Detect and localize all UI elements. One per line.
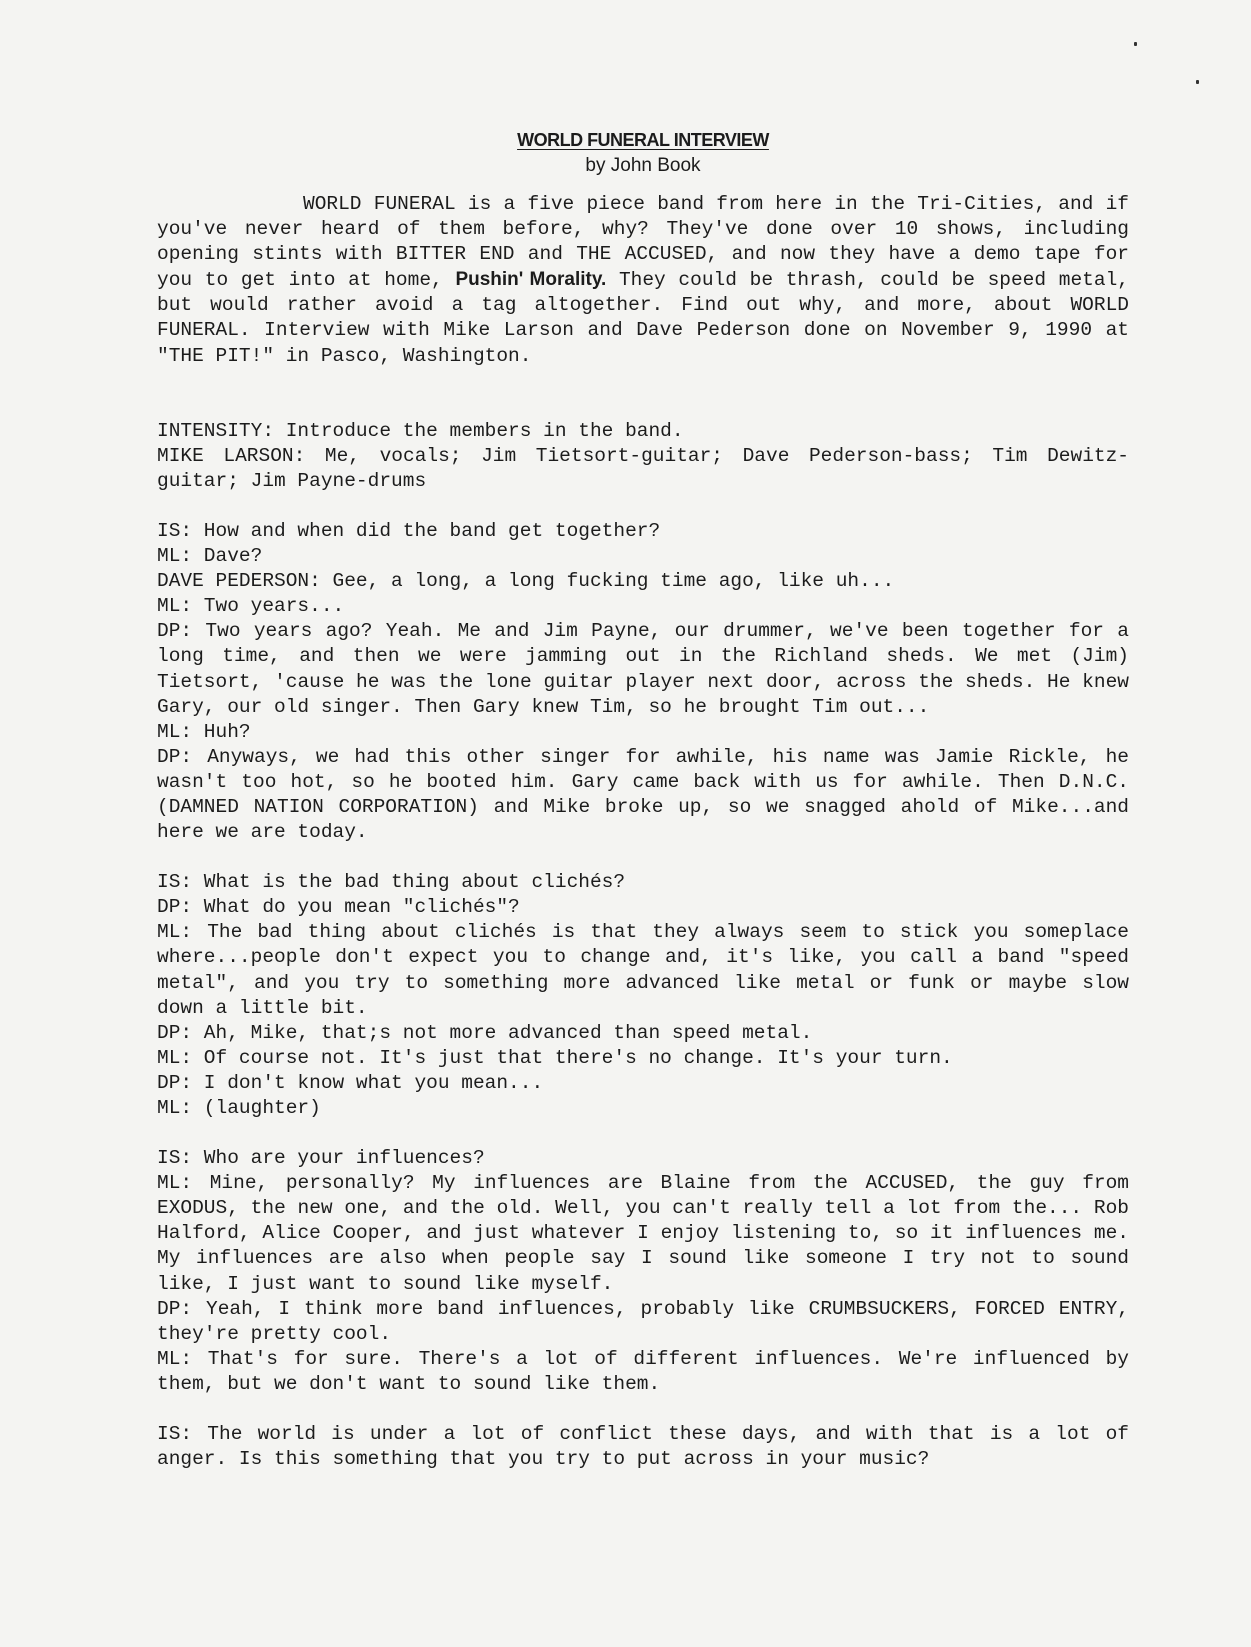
interview-line: DP: I don't know what you mean... [157, 1071, 544, 1094]
intro-text-part1: WORLD FUNERAL is a five piece band from here in the Tri-Cities, and if you've never heard of them before, why? They've done over 10 shows, including opening stints with BITTER END and THE ACCUSED, and now they have a demo tape for you to get into at home, [157, 193, 1129, 292]
interview-line: ML: Huh? [157, 720, 251, 743]
document-page [157, 128, 1129, 1472]
document-title: WORLD FUNERAL INTERVIEW [517, 130, 769, 150]
interview-line: IS: How and when did the band get together? [157, 519, 661, 542]
interview-line: ML: Mine, personally? My influences are Blaine from the ACCUSED, the guy from EXODUS, the new one, and the old. Well, you can't really tell a lot from the... Rob Halford, Alice Cooper, and just whatever I enjoy listening to, so it influences me. My influences are also when people say I sound like someone I try not to sound like, I just want to sound like myself. [157, 1172, 1129, 1295]
scan-speck [1196, 80, 1199, 84]
author-byline: by John Book [585, 155, 701, 176]
intro-text-part2: They could be thrash, could be speed metal, but would rather avoid a tag altogether. Find out why, and more, about WORLD FUNERAL. Interview with Mike Larson and Dave Pederson done on November 9, 1990 at "THE PIT!" in Pasco, Washington. [157, 269, 1129, 367]
demo-title: Pushin' Morality. [455, 269, 607, 291]
interview-section-influences [157, 1146, 1129, 1397]
title-block [157, 128, 1129, 178]
interview-line: DP: Ah, Mike, that;s not more advanced than speed metal. [157, 1021, 813, 1044]
interview-line: MIKE LARSON: Me, vocals; Jim Tietsort-guitar; Dave Pederson-bass; Tim Dewitz-guitar; Jim Payne-drums [157, 444, 1129, 492]
interview-line: ML: (laughter) [157, 1097, 321, 1119]
scan-speck [1134, 42, 1137, 46]
interview-line: DP: Anyways, we had this other singer for awhile, his name was Jamie Rickle, he wasn't too hot, so he booted him. Gary came back with us for awhile. Then D.N.C. (DAMNED NATION CORPORATION) and Mike broke up, so we snagged ahold of Mike...and here we are today. [157, 745, 1129, 844]
interview-line: DP: What do you mean "clichés"? [157, 896, 520, 919]
interview-line: INTENSITY: Introduce the members in the band. [157, 419, 684, 442]
interview-line: ML: The bad thing about clichés is that they always seem to stick you someplace where...people don't expect you to change and, it's like, you call a band "speed metal", and you try to something more advanced like metal or funk or maybe slow down a little bit. [157, 921, 1129, 1019]
interview-line: DAVE PEDERSON: Gee, a long, a long fucking time ago, like uh... [157, 570, 895, 593]
interview-line: IS: The world is under a lot of conflict these days, and with that is a lot of anger. Is this something that you try to put across in your music? [157, 1423, 1129, 1471]
interview-section-members [157, 419, 1129, 494]
interview-line: ML: Two years... [157, 595, 345, 618]
intro-paragraph [157, 192, 1129, 369]
interview-line: ML: Of course not. It's just that there's no change. It's your turn. [157, 1046, 953, 1069]
interview-section-history [157, 519, 1129, 845]
interview-line: IS: What is the bad thing about clichés? [157, 871, 626, 894]
interview-line: ML: That's for sure. There's a lot of different influences. We're influenced by them, but we don't want to sound like them. [157, 1347, 1129, 1395]
interview-line: DP: Two years ago? Yeah. Me and Jim Payne, our drummer, we've been together for a long time, and then we were jamming out in the Richland sheds. We met (Jim) Tietsort, 'cause he was the lone guitar player next door, across the sheds. He knew Gary, our old singer. Then Gary knew Tim, so he brought Tim out... [157, 620, 1129, 718]
interview-line: DP: Yeah, I think more band influences, probably like CRUMBSUCKERS, FORCED ENTRY, they're pretty cool. [157, 1297, 1129, 1345]
interview-line: ML: Dave? [157, 545, 263, 568]
interview-section-conflict [157, 1422, 1129, 1472]
interview-section-cliches [157, 870, 1129, 1121]
interview-line: IS: Who are your influences? [157, 1147, 485, 1170]
